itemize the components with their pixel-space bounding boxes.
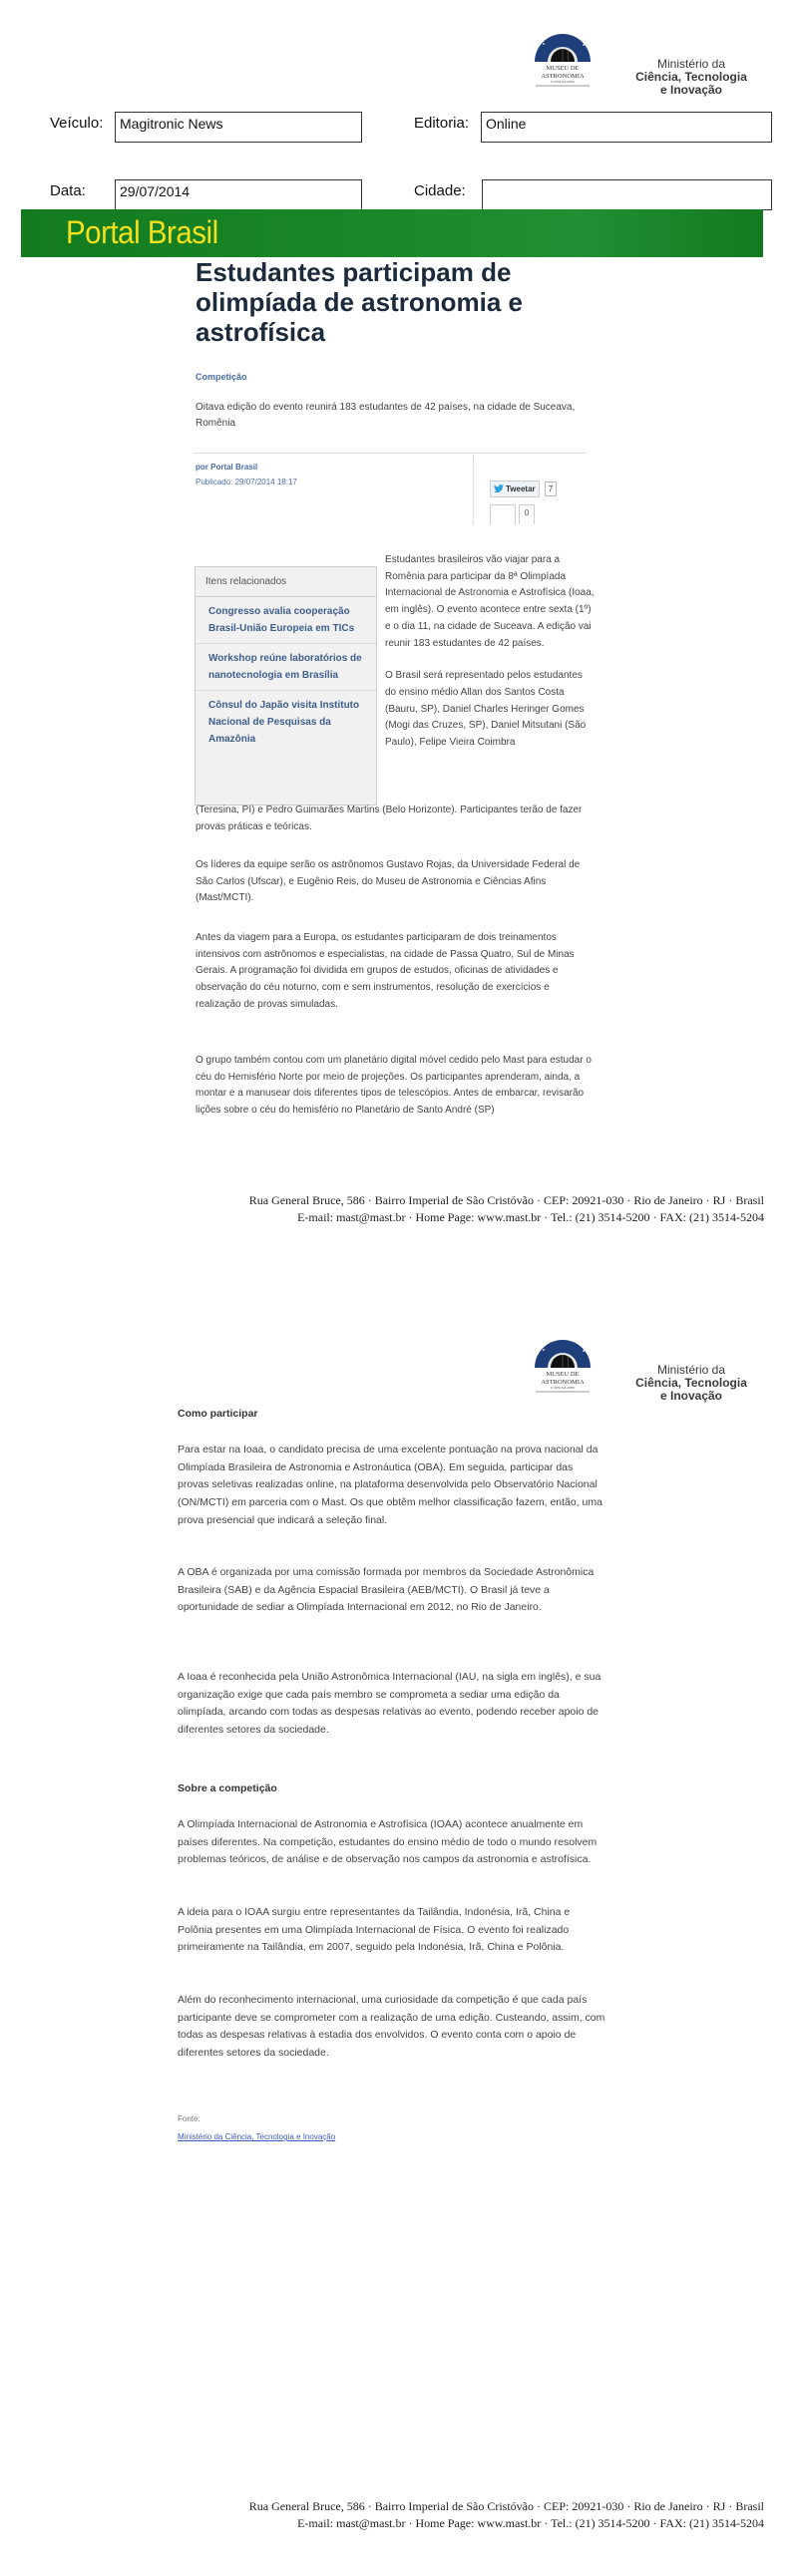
related-item[interactable]: Congresso avalia cooperação Brasil-União Europeia em TICs [196, 597, 376, 644]
article-paragraph: Estudantes brasileiros vão viajar para a Romênia para participar da 8ª Olimpíada Internacional de Astronomia e Astrofísica (Ioaa, em inglês). O evento acontece entre sexta (1º) e o dia 11, na cidade de Suceava. A edição vai reunir 183 estudantes de 42 países. [385, 554, 595, 649]
related-item[interactable]: Workshop reúne laboratórios de nanotecnologia em Brasília [196, 644, 376, 691]
header-logos [504, 20, 763, 100]
fonte-label: Fonte: [178, 2114, 200, 2123]
svg-text:MUSEU DE: MUSEU DE [546, 65, 580, 72]
cidade-label: Cidade: [414, 182, 466, 199]
tweet-label: Tweetar [506, 484, 536, 493]
article-paragraph: Antes da viagem para a Europa, os estudantes participaram de dois treinamentos intensivos com astrônomos e especialistas, na cidade de Passa Quatro, Sul de Minas Gerais. A programação foi dividida em grupos de estudos, oficinas de atividades e observação do céu noturno, com e sem instrumentos, resolução de exercícios e realização de provas simuladas. [196, 932, 575, 1010]
footer-address: Rua General Bruce, 586 · Bairro Imperial de São Cristóvão · CEP: 20921-030 · Rio de Janeiro · RJ · Brasil [248, 1193, 764, 1207]
like-count: 0 [519, 504, 535, 524]
article-paragraph: O Brasil será representado pelos estudantes do ensino médio Allan dos Santos Costa (Bauru, SP), Daniel Charles Heringer Gomes (Mogi das Cruzes, SP), Daniel Mitsutani (São Paulo), Felipe Vieira Coimbra [385, 670, 587, 749]
section-heading-sobre: Sobre a competição [178, 1782, 277, 1794]
tweet-count: 7 [545, 482, 557, 496]
ministerio-line3: e Inovação [659, 1389, 723, 1403]
portal-brasil-banner [21, 209, 763, 257]
divider [194, 453, 587, 454]
address-footer [100, 1192, 764, 1226]
museu-astronomia-logo [532, 20, 594, 90]
divider-vertical [473, 455, 474, 524]
related-item[interactable]: Cônsul do Japão visita Instituto Nacional de Pesquisas da Amazônia [208, 700, 360, 745]
footer-address: Rua General Bruce, 586 · Bairro Imperial de São Cristóvão · CEP: 20921-030 · Rio de Janeiro · RJ · Brasil [248, 2499, 764, 2513]
data-label: Data: [50, 182, 86, 199]
fonte-link[interactable]: Ministério da Ciência, Tecnologia e Inovação [178, 2132, 336, 2141]
svg-text:E CIÊNCIAS AFINS: E CIÊNCIAS AFINS [551, 81, 575, 84]
editoria-label: Editoria: [414, 115, 470, 132]
article-paragraph: O grupo também contou com um planetário digital móvel cedido pelo Mast para estudar o céu do Hemisfério Norte por meio de projeções. Os participantes aprenderam, ainda, a montar e a manusear dois diferentes tipos de telescópios. Antes de embarcar, revisarão lições sobre o céu do hemisfério no Planetário de Santo André (SP) [196, 1055, 592, 1117]
veiculo-field[interactable]: Magitronic News [115, 112, 362, 143]
article-byline[interactable]: por Portal Brasil [196, 463, 258, 472]
tweet-button[interactable] [490, 481, 540, 497]
ministerio-line1: Ministério da [656, 1363, 726, 1377]
museu-astronomia-logo [532, 1326, 594, 1396]
svg-text:ASTRONOMIA: ASTRONOMIA [541, 1379, 585, 1386]
veiculo-label: Veículo: [50, 115, 104, 132]
article-title: Estudantes participam de olimpíada de astronomia e astrofísica [196, 257, 523, 347]
header-logos-page2 [504, 1326, 763, 1406]
page2-paragraph: A OBA é organizada por uma comissão formada por membros da Sociedade Astronômica Brasileira (SAB) e da Agência Espacial Brasileira (AEB/MCTI). O Brasil já teve a oportunidade de sediar a Olimpíada Internacional em 2012, no Rio de Janeiro. [178, 1566, 595, 1614]
ministerio-line2: Ciência, Tecnologia [635, 1376, 747, 1390]
article-paragraph-wrap [385, 552, 595, 752]
ministerio-line1: Ministério da [656, 57, 726, 71]
editoria-field[interactable]: Online [481, 112, 772, 143]
svg-text:MUSEU DE: MUSEU DE [546, 1371, 580, 1378]
address-footer-page2 [100, 2498, 764, 2532]
data-field[interactable]: 29/07/2014 [115, 179, 362, 210]
footer-contact: E-mail: mast@mast.br · Home Page: www.mast.br · Tel.: (21) 3514-5200 · FAX: (21) 3514-5204 [297, 2516, 764, 2530]
ministerio-logo [621, 1364, 761, 1403]
article-lead: Oitava edição do evento reunirá 183 estudantes de 42 países, na cidade de Suceava, Romênia [196, 402, 576, 429]
related-heading: Itens relacionados [196, 567, 376, 597]
related-items-box [195, 566, 377, 805]
page2-paragraph: A Ioaa é reconhecida pela União Astronômica Internacional (IAU, na sigla em inglês), e sua organização exige que cada país membro se comprometa a sediar uma edição da olimpíada, arcando com todas as despesas relativas ao evento, podendo receber apoio de diferentes setores da sociedade. [178, 1671, 601, 1737]
article-paragraph: (Teresina, PI) e Pedro Guimarães Martins (Belo Horizonte). Participantes terão de fazer provas práticas e teóricas. [196, 805, 583, 832]
section-heading-como-participar: Como participar [178, 1408, 258, 1420]
article-published: Publicado: 29/07/2014 18:17 [196, 478, 297, 486]
ministerio-logo [621, 58, 761, 97]
like-button[interactable] [490, 504, 516, 524]
svg-text:ASTRONOMIA: ASTRONOMIA [541, 73, 585, 80]
banner-title: Portal Brasil [66, 214, 218, 250]
page2-paragraph: A Olimpíada Internacional de Astronomia e Astrofísica (IOAA) acontece anualmente em países diferentes. Na competição, estudantes do ensino médio de todo o mundo resolvem problemas teóricos, de análise e de observação nos campos da astronomia e astrofísica. [178, 1818, 598, 1866]
page2-paragraph: Para estar na Ioaa, o candidato precisa de uma excelente pontuação na prova nacional da Olimpíada Brasileira de Astronomia e Astronáutica (OBA). Em seguida, participar das provas seletivas realizadas online, na plataforma desenvolvida pelo Observatório Nacional (ON/MCTI) em parceria com o Mast. Os que obtêm melhor classificação fazem, então, uma prova presencial que indicará a seleção final. [178, 1444, 602, 1526]
article-category[interactable]: Competição [196, 372, 247, 382]
page2-paragraph: A ideia para o IOAA surgiu entre representantes da Tailândia, Indonésia, Irã, China e Polônia presentes em uma Olimpíada Internacional de Física. O evento foi realizado primeiramente na Tailândia, em 2007, seguido pela Indonésia, Irã, China e Polônia. [178, 1906, 571, 1954]
footer-contact: E-mail: mast@mast.br · Home Page: www.mast.br · Tel.: (21) 3514-5200 · FAX: (21) 3514-5204 [297, 1210, 764, 1224]
twitter-bird-icon [494, 484, 504, 494]
page2-paragraph: Além do reconhecimento internacional, uma curiosidade da competição é que cada país participante deve se comprometer com a realização de uma edição. Custeando, assim, com todas as despesas relativas à estadia dos envolvidos. O evento conta com o apoio de diferentes setores da sociedade. [178, 1994, 605, 2060]
article-paragraph: Os líderes da equipe serão os astrônomos Gustavo Rojas, da Universidade Federal de São Carlos (Ufscar), e Eugênio Reis, do Museu de Astronomia e Ciências Afins (Mast/MCTI). [196, 859, 581, 904]
ministerio-line3: e Inovação [659, 83, 723, 97]
ministerio-line2: Ciência, Tecnologia [635, 70, 747, 84]
cidade-field[interactable] [482, 179, 772, 210]
svg-text:E CIÊNCIAS AFINS: E CIÊNCIAS AFINS [551, 1387, 575, 1390]
